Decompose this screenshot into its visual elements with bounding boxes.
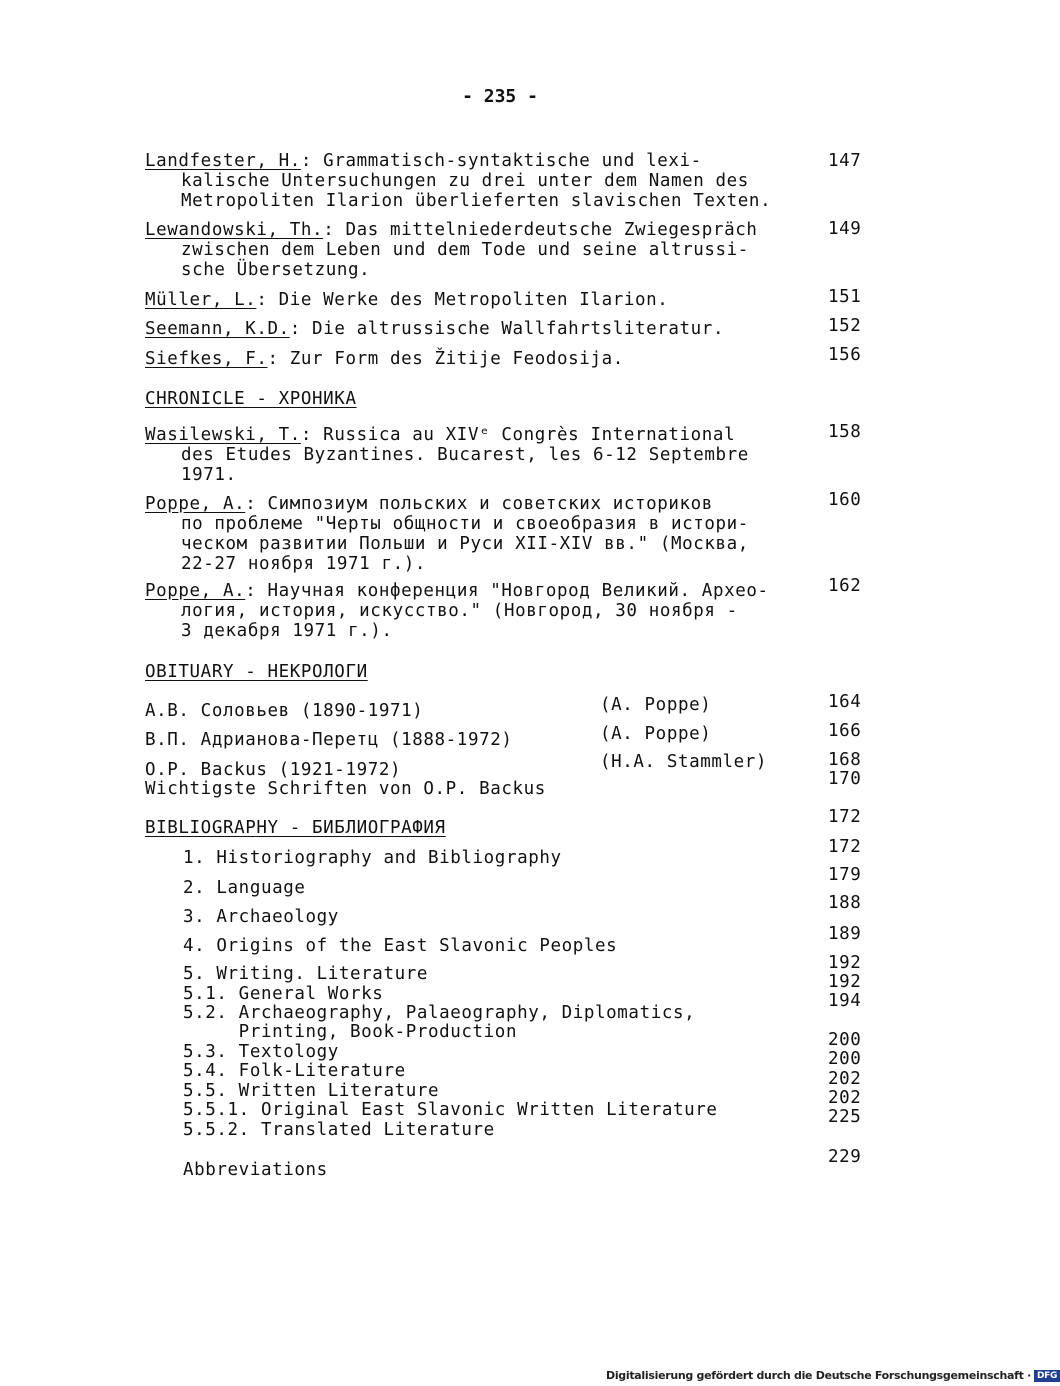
entry-poppe-1 <box>145 494 795 574</box>
obituary-page: 166 <box>828 721 862 741</box>
abbreviations-item[interactable]: Abbreviations <box>183 1160 328 1180</box>
entry-title-cont: kalische Untersuchungen zu drei unter dem Namen des <box>181 171 749 191</box>
bibliography-item[interactable]: 5. Writing. Literature <box>183 964 428 984</box>
entry-title-cont: zwischen dem Leben und dem Tode und seine altrussi- <box>181 240 749 260</box>
obituary-author: (A. Poppe) <box>600 695 712 715</box>
entry-page: 158 <box>828 422 862 442</box>
entry-title: : Zur Form des Žitije Feodosija. <box>267 349 624 369</box>
entry-author[interactable]: Siefkes, F. <box>145 349 268 369</box>
entry-author[interactable]: Müller, L. <box>145 290 257 310</box>
bibliography-item[interactable]: 5.5.2. Translated Literature <box>183 1120 495 1140</box>
obituary-page: 164 <box>828 692 862 712</box>
entry-author[interactable]: Poppe, A. <box>145 581 246 601</box>
entry-title: : Das mittelniederdeutsche Zwiegespräch <box>323 220 758 240</box>
entry-title-cont: по проблеме "Черты общности и своеобразия в истори- <box>181 514 749 534</box>
bibliography-item[interactable]: 4. Origins of the East Slavonic Peoples <box>183 936 618 956</box>
entry-page: 151 <box>828 287 862 307</box>
entry-page: 147 <box>828 151 862 171</box>
entry-title-cont: логия, история, искусство." (Новгород, 30 ноября - <box>181 601 738 621</box>
entry-title: : Симпозиум польских и советских историков <box>245 494 713 514</box>
page-number: - 235 - <box>462 86 538 107</box>
entry-wasilewski <box>145 425 795 485</box>
dfg-logo-icon: DFG <box>1034 1370 1060 1382</box>
entry-author[interactable]: Landfester, H. <box>145 151 301 171</box>
entry-author[interactable]: Seemann, K.D. <box>145 319 290 339</box>
bibliography-item[interactable]: 5.2. Archaeography, Palaeography, Diplomatics, <box>183 1003 696 1023</box>
bibliography-item[interactable]: 2. Language <box>183 878 306 898</box>
entry-author[interactable]: Poppe, A. <box>145 494 246 514</box>
obituary-name[interactable]: Wichtigste Schriften von O.P. Backus <box>145 779 546 799</box>
bibliography-page: 189 <box>828 924 862 944</box>
obituary-author: (H.A. Stammler) <box>600 752 768 772</box>
bibliography-page: 200 <box>828 1030 862 1050</box>
bibliography-item[interactable]: 1. Historiography and Bibliography <box>183 848 562 868</box>
bibliography-item[interactable]: 5.1. General Works <box>183 984 384 1004</box>
bibliography-page: 202 <box>828 1088 862 1108</box>
bibliography-page: 172 <box>828 837 862 857</box>
entry-page: 152 <box>828 316 862 336</box>
entry-title: : Die Werke des Metropoliten Ilarion. <box>256 290 669 310</box>
section-heading-bibliography: BIBLIOGRAPHY - БИБЛИОГРАФИЯ <box>145 818 446 838</box>
entry-page: 160 <box>828 490 862 510</box>
bibliography-page: 225 <box>828 1107 862 1127</box>
obituary-name[interactable]: В.П. Адрианова-Перетц (1888-1972) <box>145 730 513 750</box>
bibliography-page: 194 <box>828 991 862 1011</box>
entry-title: : Die altrussische Wallfahrtsliteratur. <box>289 319 725 339</box>
entry-page: 156 <box>828 345 862 365</box>
entry-lewandowski <box>145 220 795 280</box>
bibliography-page: 179 <box>828 865 862 885</box>
entry-title-cont: des Etudes Byzantines. Bucarest, les 6-12 Septembre <box>181 445 749 465</box>
entry-title-cont: Metropoliten Ilarion überlieferten slavischen Texten. <box>181 191 772 211</box>
bibliography-item[interactable]: 3. Archaeology <box>183 907 339 927</box>
bibliography-heading-page: 172 <box>828 807 862 827</box>
entry-title-cont: 3 декабря 1971 г.). <box>181 621 393 641</box>
entry-title-cont: 1971. <box>181 465 237 485</box>
entry-poppe-2 <box>145 581 795 641</box>
entry-seemann <box>145 319 795 339</box>
obituary-page: 170 <box>828 769 862 789</box>
bibliography-item[interactable]: 5.4. Folk-Literature <box>183 1061 406 1081</box>
entry-title-cont: sche Übersetzung. <box>181 260 371 280</box>
bibliography-page: 192 <box>828 953 862 973</box>
bibliography-page: 192 <box>828 972 862 992</box>
bibliography-page: 188 <box>828 893 862 913</box>
bibliography-item-cont: Printing, Book-Production <box>183 1022 518 1042</box>
obituary-name[interactable]: А.В. Соловьев (1890-1971) <box>145 701 424 721</box>
obituary-page: 168 <box>828 750 862 770</box>
entry-page: 149 <box>828 219 862 239</box>
obituary-name[interactable]: O.P. Backus (1921-1972) <box>145 760 402 780</box>
bibliography-item[interactable]: 5.3. Textology <box>183 1042 339 1062</box>
abbreviations-page: 229 <box>828 1147 862 1167</box>
obituary-author: (A. Poppe) <box>600 724 712 744</box>
entry-title-cont: ческом развитии Польши и Руси XII-XIV вв." (Москва, <box>181 534 749 554</box>
footer-text: Digitalisierung gefördert durch die Deutsche Forschungsgemeinschaft · <box>606 1369 1031 1382</box>
entry-author[interactable]: Lewandowski, Th. <box>145 220 324 240</box>
bibliography-page: 200 <box>828 1049 862 1069</box>
section-heading-obituary: OBITUARY - НЕКРОЛОГИ <box>145 662 368 682</box>
entry-siefkes <box>145 349 795 369</box>
section-heading-chronicle: CHRONICLE - ХРОНИКА <box>145 389 357 409</box>
entry-title: : Russica au XIVᵉ Congrès International <box>300 425 736 445</box>
entry-title: : Научная конференция "Новгород Великий. Архео- <box>245 581 769 601</box>
digitization-footer <box>606 1368 1060 1384</box>
entry-title-cont: 22-27 ноября 1971 г.). <box>181 554 426 574</box>
entry-landfester <box>145 151 795 211</box>
entry-author[interactable]: Wasilewski, T. <box>145 425 301 445</box>
bibliography-page: 202 <box>828 1069 862 1089</box>
entry-page: 162 <box>828 576 862 596</box>
bibliography-item[interactable]: 5.5. Written Literature <box>183 1081 440 1101</box>
entry-title: : Grammatisch-syntaktische und lexi- <box>300 151 702 171</box>
bibliography-item[interactable]: 5.5.1. Original East Slavonic Written Literature <box>183 1100 718 1120</box>
entry-mueller <box>145 290 795 310</box>
